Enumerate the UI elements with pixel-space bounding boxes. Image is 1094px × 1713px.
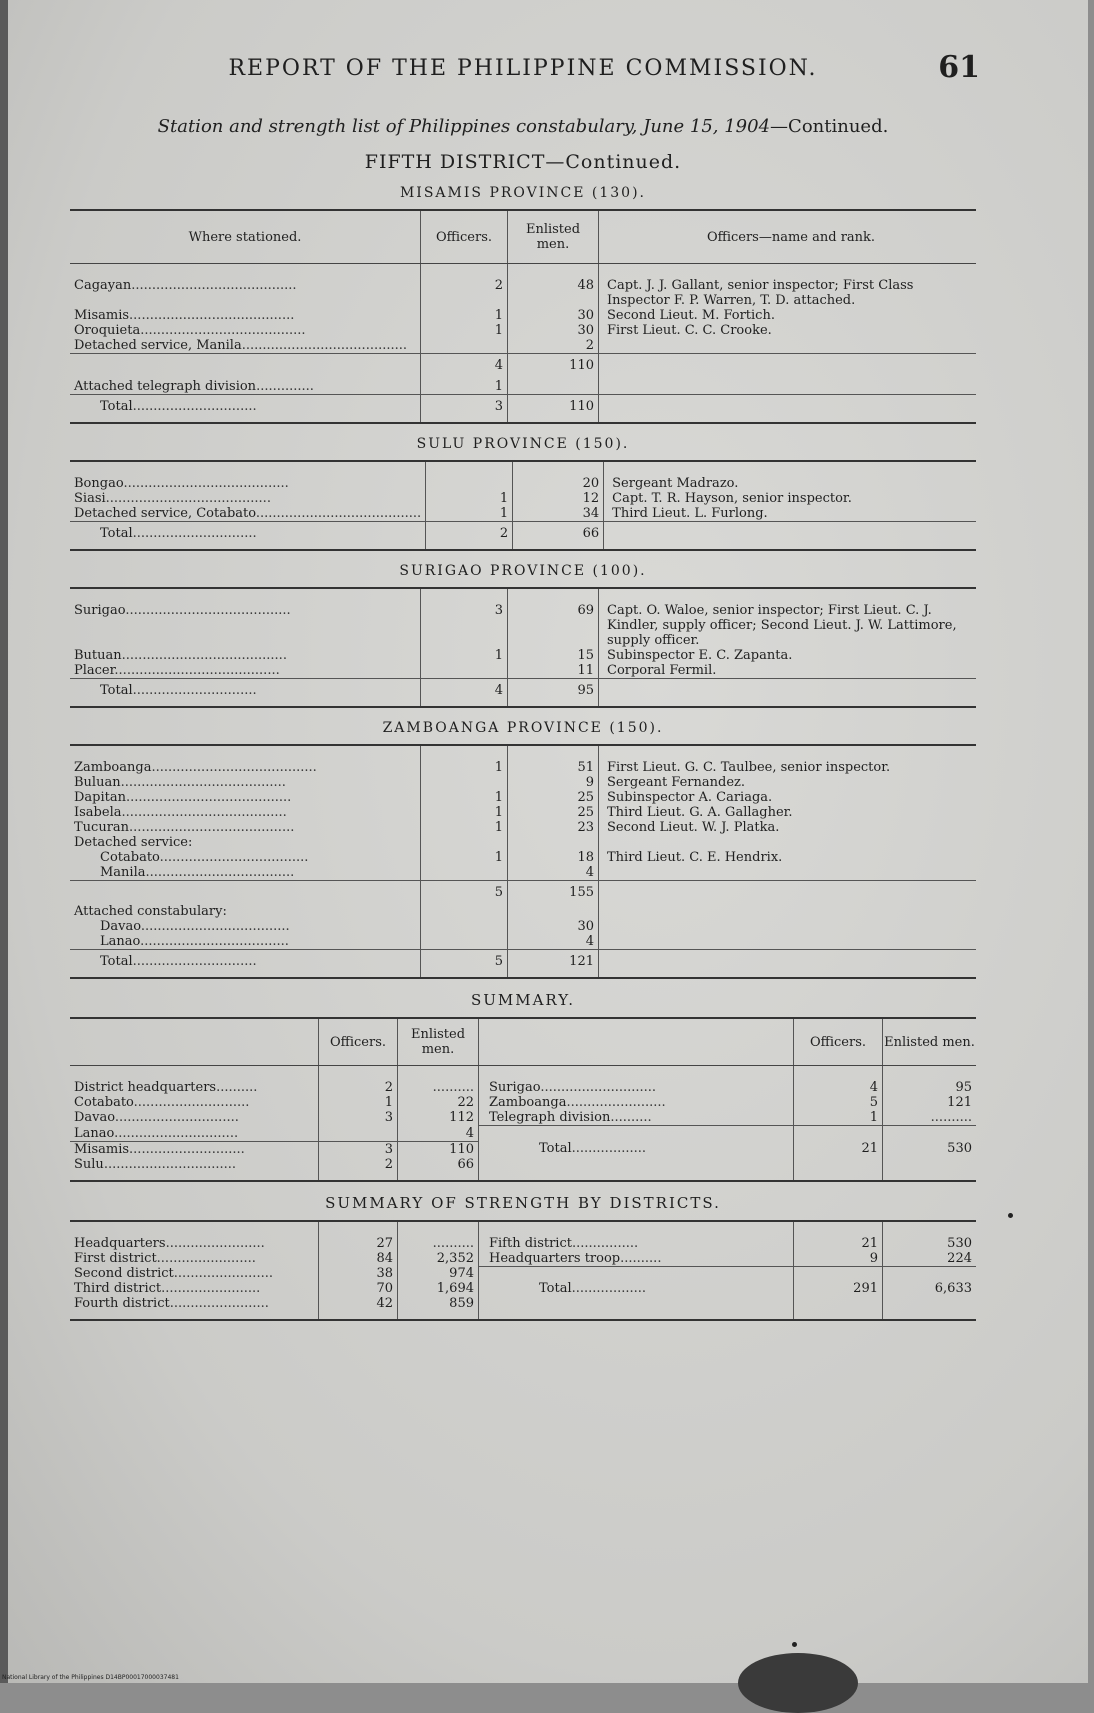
- total-label: Total: [100, 526, 133, 541]
- enlisted: 25: [508, 790, 599, 805]
- col-names: Officers—name and rank.: [599, 210, 977, 264]
- table-row: Bongao........................................ 20 Sergeant Madrazo.: [70, 461, 976, 491]
- place: Surigao: [74, 603, 125, 618]
- total-row: Total.............................. 2 66: [70, 522, 976, 551]
- table-row: Placer........................................ 11 Corporal Fermil.: [70, 663, 976, 679]
- total-label: Total: [100, 399, 133, 414]
- officer-names: Third Lieut. C. E. Hendrix.: [599, 850, 977, 865]
- page-number: 61: [938, 50, 980, 85]
- zamboanga-table: [70, 744, 976, 979]
- officer-names: Capt. T. R. Hayson, senior inspector.: [604, 491, 976, 506]
- summary-enlisted: 95: [883, 1066, 977, 1096]
- place: Bongao: [74, 476, 123, 491]
- summary-officers: 2: [319, 1157, 398, 1181]
- enlisted: 20: [513, 461, 604, 491]
- district-officers: 70: [319, 1281, 398, 1296]
- district-total-enlisted: 6,633: [883, 1281, 977, 1296]
- officers: [421, 338, 508, 354]
- table-row: Buluan........................................ 9 Sergeant Fernandez.: [70, 775, 976, 790]
- table-row: Surigao........................................ 3 69 Capt. O. Waloe, senior inspector; First Lieut. C. J. Kindler, supply officer; Second Lieut. J. W. Lattimore, supply officer.: [70, 588, 976, 648]
- enlisted: 25: [508, 805, 599, 820]
- table-row: Zamboanga........................................ 1 51 First Lieut. G. C. Taulbee, senior inspector.: [70, 745, 976, 775]
- district-heading: FIFTH DISTRICT—Continued.: [70, 151, 976, 173]
- misamis-table: [70, 209, 976, 424]
- officer-names: First Lieut. C. C. Crooke.: [599, 323, 977, 338]
- district-enlisted: 859: [398, 1296, 479, 1320]
- summary-label: Surigao: [489, 1080, 540, 1095]
- enlisted: 4: [508, 934, 599, 950]
- district-label: Headquarters: [74, 1236, 166, 1251]
- officer-names: Third Lieut. G. A. Gallagher.: [599, 805, 977, 820]
- summary-label: Telegraph division: [489, 1110, 610, 1125]
- district-row: First district........................ 84 2,352 Headquarters troop.......... 9 224: [70, 1251, 976, 1267]
- officers: 1: [421, 820, 508, 835]
- table-row: Misamis........................................ 1 30 Second Lieut. M. Fortich.: [70, 308, 976, 323]
- table-row: Detached service, Manila........................................ 2: [70, 338, 976, 354]
- summary-enlisted: 22: [398, 1095, 479, 1110]
- summary-row: District headquarters.......... 2 .......... Surigao............................ 4 95: [70, 1066, 976, 1096]
- officers: 1: [421, 805, 508, 820]
- table-row: Dapitan........................................ 1 25 Subinspector A. Cariaga.: [70, 790, 976, 805]
- summary-total-officers: 21: [794, 1141, 883, 1157]
- table-row: Attached telegraph division.............. 1: [70, 373, 976, 395]
- table-row: Cotabato.................................... 1 18 Third Lieut. C. E. Hendrix.: [70, 850, 976, 865]
- summary-row: Sulu................................ 2 66: [70, 1157, 976, 1181]
- district-label: Second district: [74, 1266, 174, 1281]
- table-row: Manila.................................... 4: [70, 865, 976, 881]
- place: Siasi: [74, 491, 106, 506]
- subtotal-row: [70, 354, 976, 374]
- enlisted: 30: [508, 308, 599, 323]
- table-row: Davao.................................... 30: [70, 919, 976, 934]
- district-officers: 84: [319, 1251, 398, 1267]
- officers: 1: [421, 850, 508, 865]
- table-caption: [70, 116, 976, 137]
- detached-label: Detached service:: [70, 835, 421, 850]
- enlisted: 15: [508, 648, 599, 663]
- scan-shadow: [738, 1653, 858, 1713]
- place: Butuan: [74, 648, 122, 663]
- col-officers: Officers.: [794, 1018, 883, 1066]
- summary-row: Misamis............................ 3 110 Total.................. 21 530: [70, 1141, 976, 1157]
- place: Manila: [100, 865, 146, 880]
- enlisted: 18: [508, 850, 599, 865]
- enlisted: 48: [508, 264, 599, 309]
- officers: [421, 775, 508, 790]
- total-officers: 2: [426, 522, 513, 551]
- enlisted: 69: [508, 588, 599, 648]
- district-label: First district: [74, 1251, 157, 1266]
- district-enlisted: 224: [883, 1251, 977, 1267]
- place: Cotabato: [100, 850, 160, 865]
- ink-speck: [792, 1642, 797, 1647]
- surigao-table: [70, 587, 976, 708]
- officers: [426, 461, 513, 491]
- total-enlisted: 110: [508, 395, 599, 424]
- officer-names: Second Lieut. M. Fortich.: [599, 308, 977, 323]
- subtotal-enlisted: 155: [508, 881, 599, 901]
- total-officers: 5: [421, 950, 508, 979]
- officers: 1: [421, 648, 508, 663]
- summary-officers: 3: [319, 1141, 398, 1157]
- officers: [421, 865, 508, 881]
- summary-row: Davao.............................. 3 112 Telegraph division.......... 1 ..........: [70, 1110, 976, 1126]
- table-row: Lanao.................................... 4: [70, 934, 976, 950]
- page-binding-edge: [0, 0, 8, 1683]
- district-row: Fourth district........................ 42 859: [70, 1296, 976, 1320]
- officer-names: Sergeant Madrazo.: [604, 461, 976, 491]
- summary-row: Lanao.............................. 4: [70, 1126, 976, 1142]
- district-officers: 27: [319, 1221, 398, 1251]
- total-enlisted: 121: [508, 950, 599, 979]
- officer-names: Third Lieut. L. Furlong.: [604, 506, 976, 522]
- scan-footer: National Library of the Philippines D14BP00017000037481: [2, 1674, 179, 1681]
- officers: 1: [421, 790, 508, 805]
- document-page: [8, 0, 1088, 1683]
- total-enlisted: 95: [508, 679, 599, 708]
- summary-label: District headquarters: [74, 1080, 216, 1095]
- officer-names: Subinspector A. Cariaga.: [599, 790, 977, 805]
- place: Zamboanga: [74, 760, 151, 775]
- caption-continued: —Continued.: [770, 116, 888, 137]
- enlisted: 23: [508, 820, 599, 835]
- summary-label: Zamboanga: [489, 1095, 566, 1110]
- officer-names: Capt. O. Waloe, senior inspector; First Lieut. C. J. Kindler, supply officer; Second Lieut. J. W. Lattimore, supply officer.: [599, 588, 977, 648]
- place: Oroquieta: [74, 323, 140, 338]
- summary-officers: [319, 1126, 398, 1142]
- table-header-row: [70, 210, 976, 264]
- district-officers: 42: [319, 1296, 398, 1320]
- misamis-heading: MISAMIS PROVINCE (130).: [70, 185, 976, 201]
- summary-heading: SUMMARY.: [70, 991, 976, 1009]
- attached-officers: 1: [421, 373, 508, 395]
- summary-label: Davao: [74, 1110, 115, 1125]
- place: Lanao: [100, 934, 140, 949]
- col-enlisted: Enlisted men.: [508, 210, 599, 264]
- officer-names: Subinspector E. C. Zapanta.: [599, 648, 977, 663]
- summary-header-row: [70, 1018, 976, 1066]
- district-label: Third district: [74, 1281, 161, 1296]
- enlisted: 30: [508, 323, 599, 338]
- district-enlisted: 1,694: [398, 1281, 479, 1296]
- officers: 1: [421, 323, 508, 338]
- district-officers: 38: [319, 1266, 398, 1281]
- summary-officers: 1: [319, 1095, 398, 1110]
- district-enlisted: 2,352: [398, 1251, 479, 1267]
- table-row: Cagayan........................................ 2 48 Capt. J. J. Gallant, senior inspector; First Class Inspector F. P. Warren, T. D. attached.: [70, 264, 976, 309]
- officers: [421, 663, 508, 679]
- table-row: Detached service, Cotabato........................................ 1 34 Third Lieut. L. Furlong.: [70, 506, 976, 522]
- district-officers: 21: [794, 1221, 883, 1251]
- table-row: Tucuran........................................ 1 23 Second Lieut. W. J. Platka.: [70, 820, 976, 835]
- officer-names: First Lieut. G. C. Taulbee, senior inspector.: [599, 745, 977, 775]
- officer-names: [599, 338, 977, 354]
- enlisted: 9: [508, 775, 599, 790]
- enlisted: 2: [508, 338, 599, 354]
- summary-total-label: Total: [539, 1141, 572, 1156]
- subtotal-row: [70, 881, 976, 901]
- attached-label: Attached telegraph division: [74, 379, 256, 394]
- district-officers: 9: [794, 1251, 883, 1267]
- officer-names: Corporal Fermil.: [599, 663, 977, 679]
- summary-enlisted: 66: [398, 1157, 479, 1181]
- summary-total-enlisted: 530: [883, 1141, 977, 1157]
- district-label: Headquarters troop: [489, 1251, 620, 1266]
- sulu-table: [70, 460, 976, 551]
- total-label: Total: [100, 683, 133, 698]
- district-enlisted: 974: [398, 1266, 479, 1281]
- subtotal-officers: 4: [421, 354, 508, 374]
- district-label: Fourth district: [74, 1296, 170, 1311]
- officer-names: Capt. J. J. Gallant, senior inspector; First Class Inspector F. P. Warren, T. D. attached.: [599, 264, 977, 309]
- officers: 1: [421, 308, 508, 323]
- zamboanga-heading: ZAMBOANGA PROVINCE (150).: [70, 720, 976, 736]
- sulu-heading: SULU PROVINCE (150).: [70, 436, 976, 452]
- caption-italic: Station and strength list of Philippines constabulary, June 15, 1904: [158, 116, 770, 137]
- place: Cagayan: [74, 278, 131, 293]
- summary-enlisted: 4: [398, 1126, 479, 1142]
- col-officers: Officers.: [421, 210, 508, 264]
- ink-speck: [1008, 1213, 1013, 1218]
- total-row: Total.............................. 4 95: [70, 679, 976, 708]
- summary-officers: 3: [319, 1110, 398, 1126]
- district-row: Third district........................ 70 1,694 Total.................. 291 6,633: [70, 1281, 976, 1296]
- total-label: Total: [100, 954, 133, 969]
- summary-label: Sulu: [74, 1157, 104, 1172]
- subtotal-enlisted: 110: [508, 354, 599, 374]
- surigao-heading: SURIGAO PROVINCE (100).: [70, 563, 976, 579]
- table-row: Oroquieta........................................ 1 30 First Lieut. C. C. Crooke.: [70, 323, 976, 338]
- subtotal-officers: 5: [421, 881, 508, 901]
- col-where: Where stationed.: [70, 210, 421, 264]
- district-total-officers: 291: [794, 1281, 883, 1296]
- place: Isabela: [74, 805, 121, 820]
- place: Buluan: [74, 775, 121, 790]
- district-total-label: Total: [539, 1281, 572, 1296]
- officers: 2: [421, 264, 508, 309]
- enlisted: 12: [513, 491, 604, 506]
- total-officers: 4: [421, 679, 508, 708]
- summary-officers: 1: [794, 1110, 883, 1126]
- officer-names: [599, 865, 977, 881]
- officer-names: Second Lieut. W. J. Platka.: [599, 820, 977, 835]
- total-officers: 3: [421, 395, 508, 424]
- table-row: Butuan........................................ 1 15 Subinspector E. C. Zapanta.: [70, 648, 976, 663]
- district-row: Headquarters........................ 27 .......... Fifth district................ 21 530: [70, 1221, 976, 1251]
- place: Placer: [74, 663, 114, 678]
- summary-officers: 2: [319, 1066, 398, 1096]
- summary-table: [70, 1017, 976, 1182]
- officers: 3: [421, 588, 508, 648]
- summary-label: Lanao: [74, 1126, 114, 1141]
- col-enlisted: Enlisted men.: [883, 1018, 977, 1066]
- summary-officers: 4: [794, 1066, 883, 1096]
- table-row: Isabela........................................ 1 25 Third Lieut. G. A. Gallagher.: [70, 805, 976, 820]
- place: Tucuran: [74, 820, 129, 835]
- summary-enlisted: 110: [398, 1141, 479, 1157]
- enlisted: 51: [508, 745, 599, 775]
- col-enlisted: Enlisted men.: [398, 1018, 479, 1066]
- report-title: REPORT OF THE PHILIPPINE COMMISSION.: [70, 56, 976, 81]
- attached-label: Attached constabulary:: [70, 900, 421, 919]
- place: Misamis: [74, 308, 129, 323]
- enlisted: 34: [513, 506, 604, 522]
- summary-label: Misamis: [74, 1142, 129, 1157]
- officers: 1: [426, 506, 513, 522]
- officers: 1: [426, 491, 513, 506]
- table-row: [70, 835, 976, 850]
- total-row: Total.............................. 5 121: [70, 950, 976, 979]
- district-label: Fifth district: [489, 1236, 572, 1251]
- enlisted: 30: [508, 919, 599, 934]
- district-row: Second district........................ 38 974: [70, 1266, 976, 1281]
- district-enlisted: 530: [883, 1221, 977, 1251]
- table-row: Siasi........................................ 1 12 Capt. T. R. Hayson, senior inspector.: [70, 491, 976, 506]
- officers: 1: [421, 745, 508, 775]
- place: Detached service, Manila: [74, 338, 242, 353]
- summary-officers: 5: [794, 1095, 883, 1110]
- summary-label: Cotabato: [74, 1095, 134, 1110]
- officer-names: Sergeant Fernandez.: [599, 775, 977, 790]
- summary-row: Cotabato............................ 1 22 Zamboanga........................ 5 121: [70, 1095, 976, 1110]
- districts-summary-heading: SUMMARY OF STRENGTH BY DISTRICTS.: [70, 1194, 976, 1212]
- summary-enlisted: 112: [398, 1110, 479, 1126]
- place: Dapitan: [74, 790, 126, 805]
- districts-summary-table: [70, 1220, 976, 1322]
- summary-enlisted: 121: [883, 1095, 977, 1110]
- place: Detached service, Cotabato: [74, 506, 256, 521]
- enlisted: 11: [508, 663, 599, 679]
- page-content: [70, 40, 976, 1321]
- running-header: [70, 40, 976, 80]
- total-enlisted: 66: [513, 522, 604, 551]
- place: Davao: [100, 919, 141, 934]
- table-row: [70, 900, 976, 919]
- col-officers: Officers.: [319, 1018, 398, 1066]
- total-row: Total.............................. 3 110: [70, 395, 976, 424]
- enlisted: 4: [508, 865, 599, 881]
